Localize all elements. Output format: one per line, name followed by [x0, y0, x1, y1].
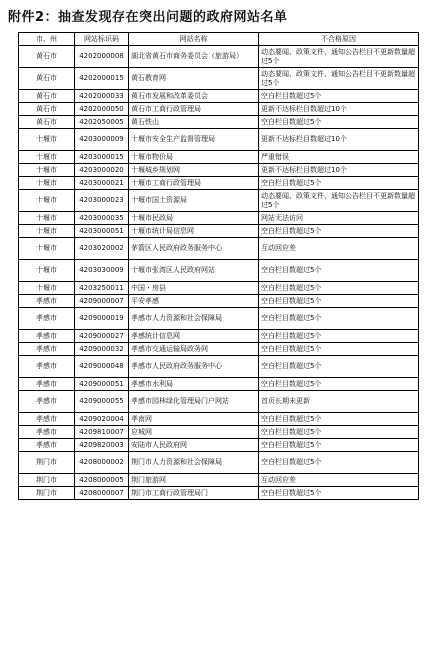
cell-reason: 首页长期未更新	[259, 391, 419, 413]
cell-site-code: 4202050005	[75, 116, 129, 129]
cell-city: 荆门市	[19, 474, 75, 487]
cell-city: 十堰市	[19, 177, 75, 190]
cell-site-code: 4203250011	[75, 282, 129, 295]
cell-site-code: 4209000019	[75, 308, 129, 330]
cell-site-code: 4203000051	[75, 225, 129, 238]
table-row	[19, 177, 419, 190]
cell-reason: 空白栏目数超过5个	[259, 413, 419, 426]
cell-city: 孝感市	[19, 439, 75, 452]
cell-site-name: 湖北省黄石市商务委员会（旅游局）	[129, 46, 259, 68]
cell-city: 孝感市	[19, 391, 75, 413]
cell-site-name: 孝南网	[129, 413, 259, 426]
cell-city: 孝感市	[19, 330, 75, 343]
cell-site-name: 孝感统计信息网	[129, 330, 259, 343]
cell-city: 荆门市	[19, 452, 75, 474]
cell-site-code: 4202000015	[75, 68, 129, 90]
cell-reason: 空白栏目数超过5个	[259, 116, 419, 129]
cell-site-code: 4209000051	[75, 378, 129, 391]
table-row	[19, 413, 419, 426]
cell-reason: 动态要闻、政策文件、通知公告栏目不更新数量超过5个	[259, 190, 419, 212]
table-row	[19, 439, 419, 452]
cell-reason: 空白栏目数超过5个	[259, 308, 419, 330]
cell-site-name: 茅箭区人民政府政务服务中心	[129, 238, 259, 260]
cell-site-code: 4203020002	[75, 238, 129, 260]
cell-reason: 互动回应差	[259, 474, 419, 487]
cell-reason: 空白栏目数超过5个	[259, 282, 419, 295]
cell-reason: 空白栏目数超过5个	[259, 426, 419, 439]
cell-site-code: 4209000032	[75, 343, 129, 356]
table-row	[19, 474, 419, 487]
table-row	[19, 343, 419, 356]
cell-reason: 空白栏目数超过5个	[259, 378, 419, 391]
cell-site-name: 十堰市民政局	[129, 212, 259, 225]
cell-site-code: 4209020004	[75, 413, 129, 426]
cell-city: 黄石市	[19, 103, 75, 116]
cell-site-name: 黄石教育网	[129, 68, 259, 90]
header-site-name: 网站名称	[129, 33, 259, 46]
cell-city: 十堰市	[19, 129, 75, 151]
cell-site-code: 4209820003	[75, 439, 129, 452]
cell-site-name: 孝感市水利局	[129, 378, 259, 391]
header-reason: 不合格原因	[259, 33, 419, 46]
cell-reason: 空白栏目数超过5个	[259, 452, 419, 474]
cell-site-code: 4202000033	[75, 90, 129, 103]
cell-city: 十堰市	[19, 282, 75, 295]
cell-site-name: 荆门市人力资源和社会保障局	[129, 452, 259, 474]
table-header-row	[19, 33, 419, 46]
cell-reason: 空白栏目数超过5个	[259, 356, 419, 378]
cell-city: 黄石市	[19, 90, 75, 103]
cell-reason: 空白栏目数超过5个	[259, 487, 419, 500]
page-title: 附件2：抽查发现存在突出问题的政府网站名单	[8, 10, 288, 25]
cell-city: 十堰市	[19, 238, 75, 260]
cell-site-name: 中国・房县	[129, 282, 259, 295]
cell-city: 荆门市	[19, 487, 75, 500]
table-row	[19, 260, 419, 282]
cell-reason: 空白栏目数超过5个	[259, 295, 419, 308]
table-row	[19, 238, 419, 260]
cell-site-code: 4209000027	[75, 330, 129, 343]
table-row	[19, 103, 419, 116]
website-list-table	[18, 32, 419, 500]
cell-site-name: 十堰市张湾区人民政府网站	[129, 260, 259, 282]
cell-reason: 网站无法访问	[259, 212, 419, 225]
header-city: 市、州	[19, 33, 75, 46]
cell-reason: 互动回应差	[259, 238, 419, 260]
cell-city: 十堰市	[19, 151, 75, 164]
cell-city: 孝感市	[19, 356, 75, 378]
cell-city: 十堰市	[19, 260, 75, 282]
cell-reason: 严重错误	[259, 151, 419, 164]
cell-site-code: 4203000009	[75, 129, 129, 151]
table-row	[19, 295, 419, 308]
cell-site-code: 4203000015	[75, 151, 129, 164]
cell-city: 十堰市	[19, 212, 75, 225]
table-row	[19, 151, 419, 164]
cell-city: 十堰市	[19, 164, 75, 177]
cell-site-code: 4209000007	[75, 295, 129, 308]
table-row	[19, 190, 419, 212]
cell-site-code: 4202000008	[75, 46, 129, 68]
cell-reason: 更新不达标栏目数超过10个	[259, 103, 419, 116]
cell-city: 十堰市	[19, 225, 75, 238]
table-row	[19, 282, 419, 295]
cell-city: 十堰市	[19, 190, 75, 212]
table-row	[19, 391, 419, 413]
table-row	[19, 68, 419, 90]
cell-site-name: 十堰市安全生产监督管理局	[129, 129, 259, 151]
cell-site-name: 黄石铁山	[129, 116, 259, 129]
cell-reason: 空白栏目数超过5个	[259, 177, 419, 190]
cell-reason: 空白栏目数超过5个	[259, 330, 419, 343]
table-row	[19, 46, 419, 68]
cell-site-code: 4203000035	[75, 212, 129, 225]
cell-site-name: 安陆市人民政府网	[129, 439, 259, 452]
table-row	[19, 330, 419, 343]
cell-city: 黄石市	[19, 116, 75, 129]
table-row	[19, 129, 419, 151]
cell-city: 孝感市	[19, 343, 75, 356]
cell-site-name: 十堰市国土资源局	[129, 190, 259, 212]
table-row	[19, 116, 419, 129]
cell-reason: 动态要闻、政策文件、通知公告栏目不更新数量超过5个	[259, 68, 419, 90]
table-row	[19, 356, 419, 378]
cell-site-name: 黄石市发展和改革委员会	[129, 90, 259, 103]
table-row	[19, 164, 419, 177]
cell-reason: 动态要闻、政策文件、通知公告栏目不更新数量超过5个	[259, 46, 419, 68]
cell-reason: 空白栏目数超过5个	[259, 343, 419, 356]
cell-site-name: 黄石市工商行政管理局	[129, 103, 259, 116]
cell-site-code: 4203000021	[75, 177, 129, 190]
table-row	[19, 378, 419, 391]
cell-site-name: 孝感市园林绿化管理局门户网站	[129, 391, 259, 413]
cell-site-name: 应城网	[129, 426, 259, 439]
cell-city: 孝感市	[19, 295, 75, 308]
cell-site-code: 4203030009	[75, 260, 129, 282]
cell-site-code: 4209000055	[75, 391, 129, 413]
table-row	[19, 426, 419, 439]
cell-site-code: 4208000002	[75, 452, 129, 474]
cell-site-name: 十堰市统计局信息网	[129, 225, 259, 238]
cell-site-name: 孝感市人力资源和社会保障局	[129, 308, 259, 330]
cell-site-name: 孝感市交通运输局政务网	[129, 343, 259, 356]
cell-city: 孝感市	[19, 413, 75, 426]
table-row	[19, 487, 419, 500]
cell-site-name: 孝感市人民政府政务服务中心	[129, 356, 259, 378]
cell-site-code: 4208000007	[75, 487, 129, 500]
table-row	[19, 212, 419, 225]
cell-city: 孝感市	[19, 308, 75, 330]
table-row	[19, 452, 419, 474]
cell-site-name: 十堰市物价局	[129, 151, 259, 164]
cell-city: 黄石市	[19, 46, 75, 68]
cell-site-name: 荆门市工商行政管理局门	[129, 487, 259, 500]
header-site-code: 网站标识码	[75, 33, 129, 46]
table-row	[19, 225, 419, 238]
cell-reason: 更新不达标栏目数超过10个	[259, 129, 419, 151]
table-row	[19, 90, 419, 103]
cell-site-code: 4209000048	[75, 356, 129, 378]
cell-reason: 空白栏目数超过5个	[259, 439, 419, 452]
cell-site-code: 4203000023	[75, 190, 129, 212]
cell-site-code: 4209810007	[75, 426, 129, 439]
cell-site-name: 荆门旅游网	[129, 474, 259, 487]
cell-site-name: 十堰市工商行政管理局	[129, 177, 259, 190]
cell-site-code: 4203000020	[75, 164, 129, 177]
cell-site-code: 4208000005	[75, 474, 129, 487]
cell-reason: 空白栏目数超过5个	[259, 225, 419, 238]
cell-reason: 更新不达标栏目数超过10个	[259, 164, 419, 177]
cell-reason: 空白栏目数超过5个	[259, 90, 419, 103]
cell-site-name: 十堰城乡规划网	[129, 164, 259, 177]
cell-city: 孝感市	[19, 378, 75, 391]
cell-city: 孝感市	[19, 426, 75, 439]
cell-site-code: 4202000050	[75, 103, 129, 116]
table-row	[19, 308, 419, 330]
cell-city: 黄石市	[19, 68, 75, 90]
cell-site-name: 平安孝感	[129, 295, 259, 308]
cell-reason: 空白栏目数超过5个	[259, 260, 419, 282]
